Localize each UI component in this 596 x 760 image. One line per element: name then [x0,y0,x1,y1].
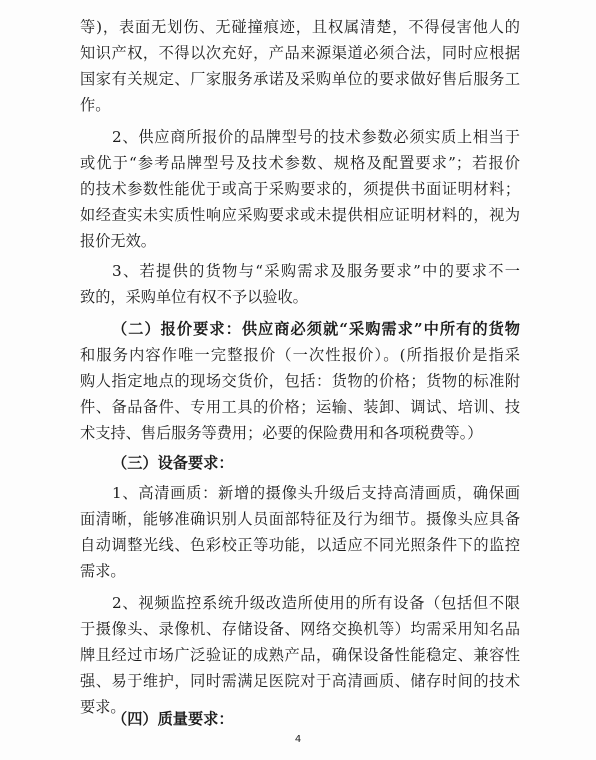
text-line-1: 等)，表面无划伤、无碰撞痕迹，且权属清楚，不得侵害他人的 [80,18,520,36]
text-line-15: 件、备品备件、专用工具的价格；运输、装卸、调试、培训、技 [80,398,520,416]
text-line-11: 致的，采购单位有权不予以验收。 [80,288,308,306]
page-number: 4 [294,734,302,745]
text-line-25: 强、易于维护，同时需满足医院对于高清画质、储存时间的技术 [80,672,520,690]
section-heading-pricing: （二）报价要求：供应商必须就“采购需求”中所有的货物 [112,320,520,338]
text-line-19: 面清晰，能够准确识别人员面部特征及行为细节。摄像头应具备 [80,510,520,528]
text-line-4: 作。 [80,96,111,114]
text-line-7: 的技术参数性能优于或高于采购要求的，须提供书面证明材料； [80,180,520,198]
text-line-14: 购人指定地点的现场交货价，包括：货物的价格；货物的标准附 [80,372,520,390]
text-line-20: 自动调整光线、色彩校正等功能，以适应不同光照条件下的监控 [80,536,520,554]
text-line-24: 牌且经过市场广泛验证的成熟产品，确保设备性能稳定、兼容性 [80,646,520,664]
text-line-22: 2、视频监控系统升级改造所使用的所有设备（包括但不限 [112,594,520,612]
section-heading-equipment: （三）设备要求： [112,454,234,472]
text-line-6: 或优于“参考品牌型号及技术参数、规格及配置要求”；若报价 [80,154,520,172]
text-line-2: 知识产权，不得以次充好，产品来源渠道必须合法，同时应根据 [80,44,520,62]
text-line-18: 1、高清画质：新增的摄像头升级后支持高清画质，确保画 [112,484,520,502]
text-line-3: 国家有关规定、厂家服务承诺及采购单位的要求做好售后服务工 [80,70,520,88]
text-line-13: 和服务内容作唯一完整报价（一次性报价）。(所指报价是指采 [80,346,520,364]
text-line-23: 于摄像头、录像机、存储设备、网络交换机等）均需采用知名品 [80,620,520,638]
text-line-21: 需求。 [80,562,126,580]
section-heading-quality: （四）质量要求： [112,710,234,728]
text-line-8: 如经查实未实质性响应采购要求或未提供相应证明材料的，视为 [80,206,520,224]
text-line-9: 报价无效。 [80,232,156,250]
text-line-26: 要求。 [80,698,126,716]
text-line-5: 2、供应商所报价的品牌型号的技术参数必须实质上相当于 [112,128,520,146]
text-line-10: 3、若提供的货物与“采购需求及服务要求”中的要求不一 [112,262,520,280]
text-line-16: 术支持、售后服务等费用；必要的保险费用和各项税费等。） [80,424,483,442]
